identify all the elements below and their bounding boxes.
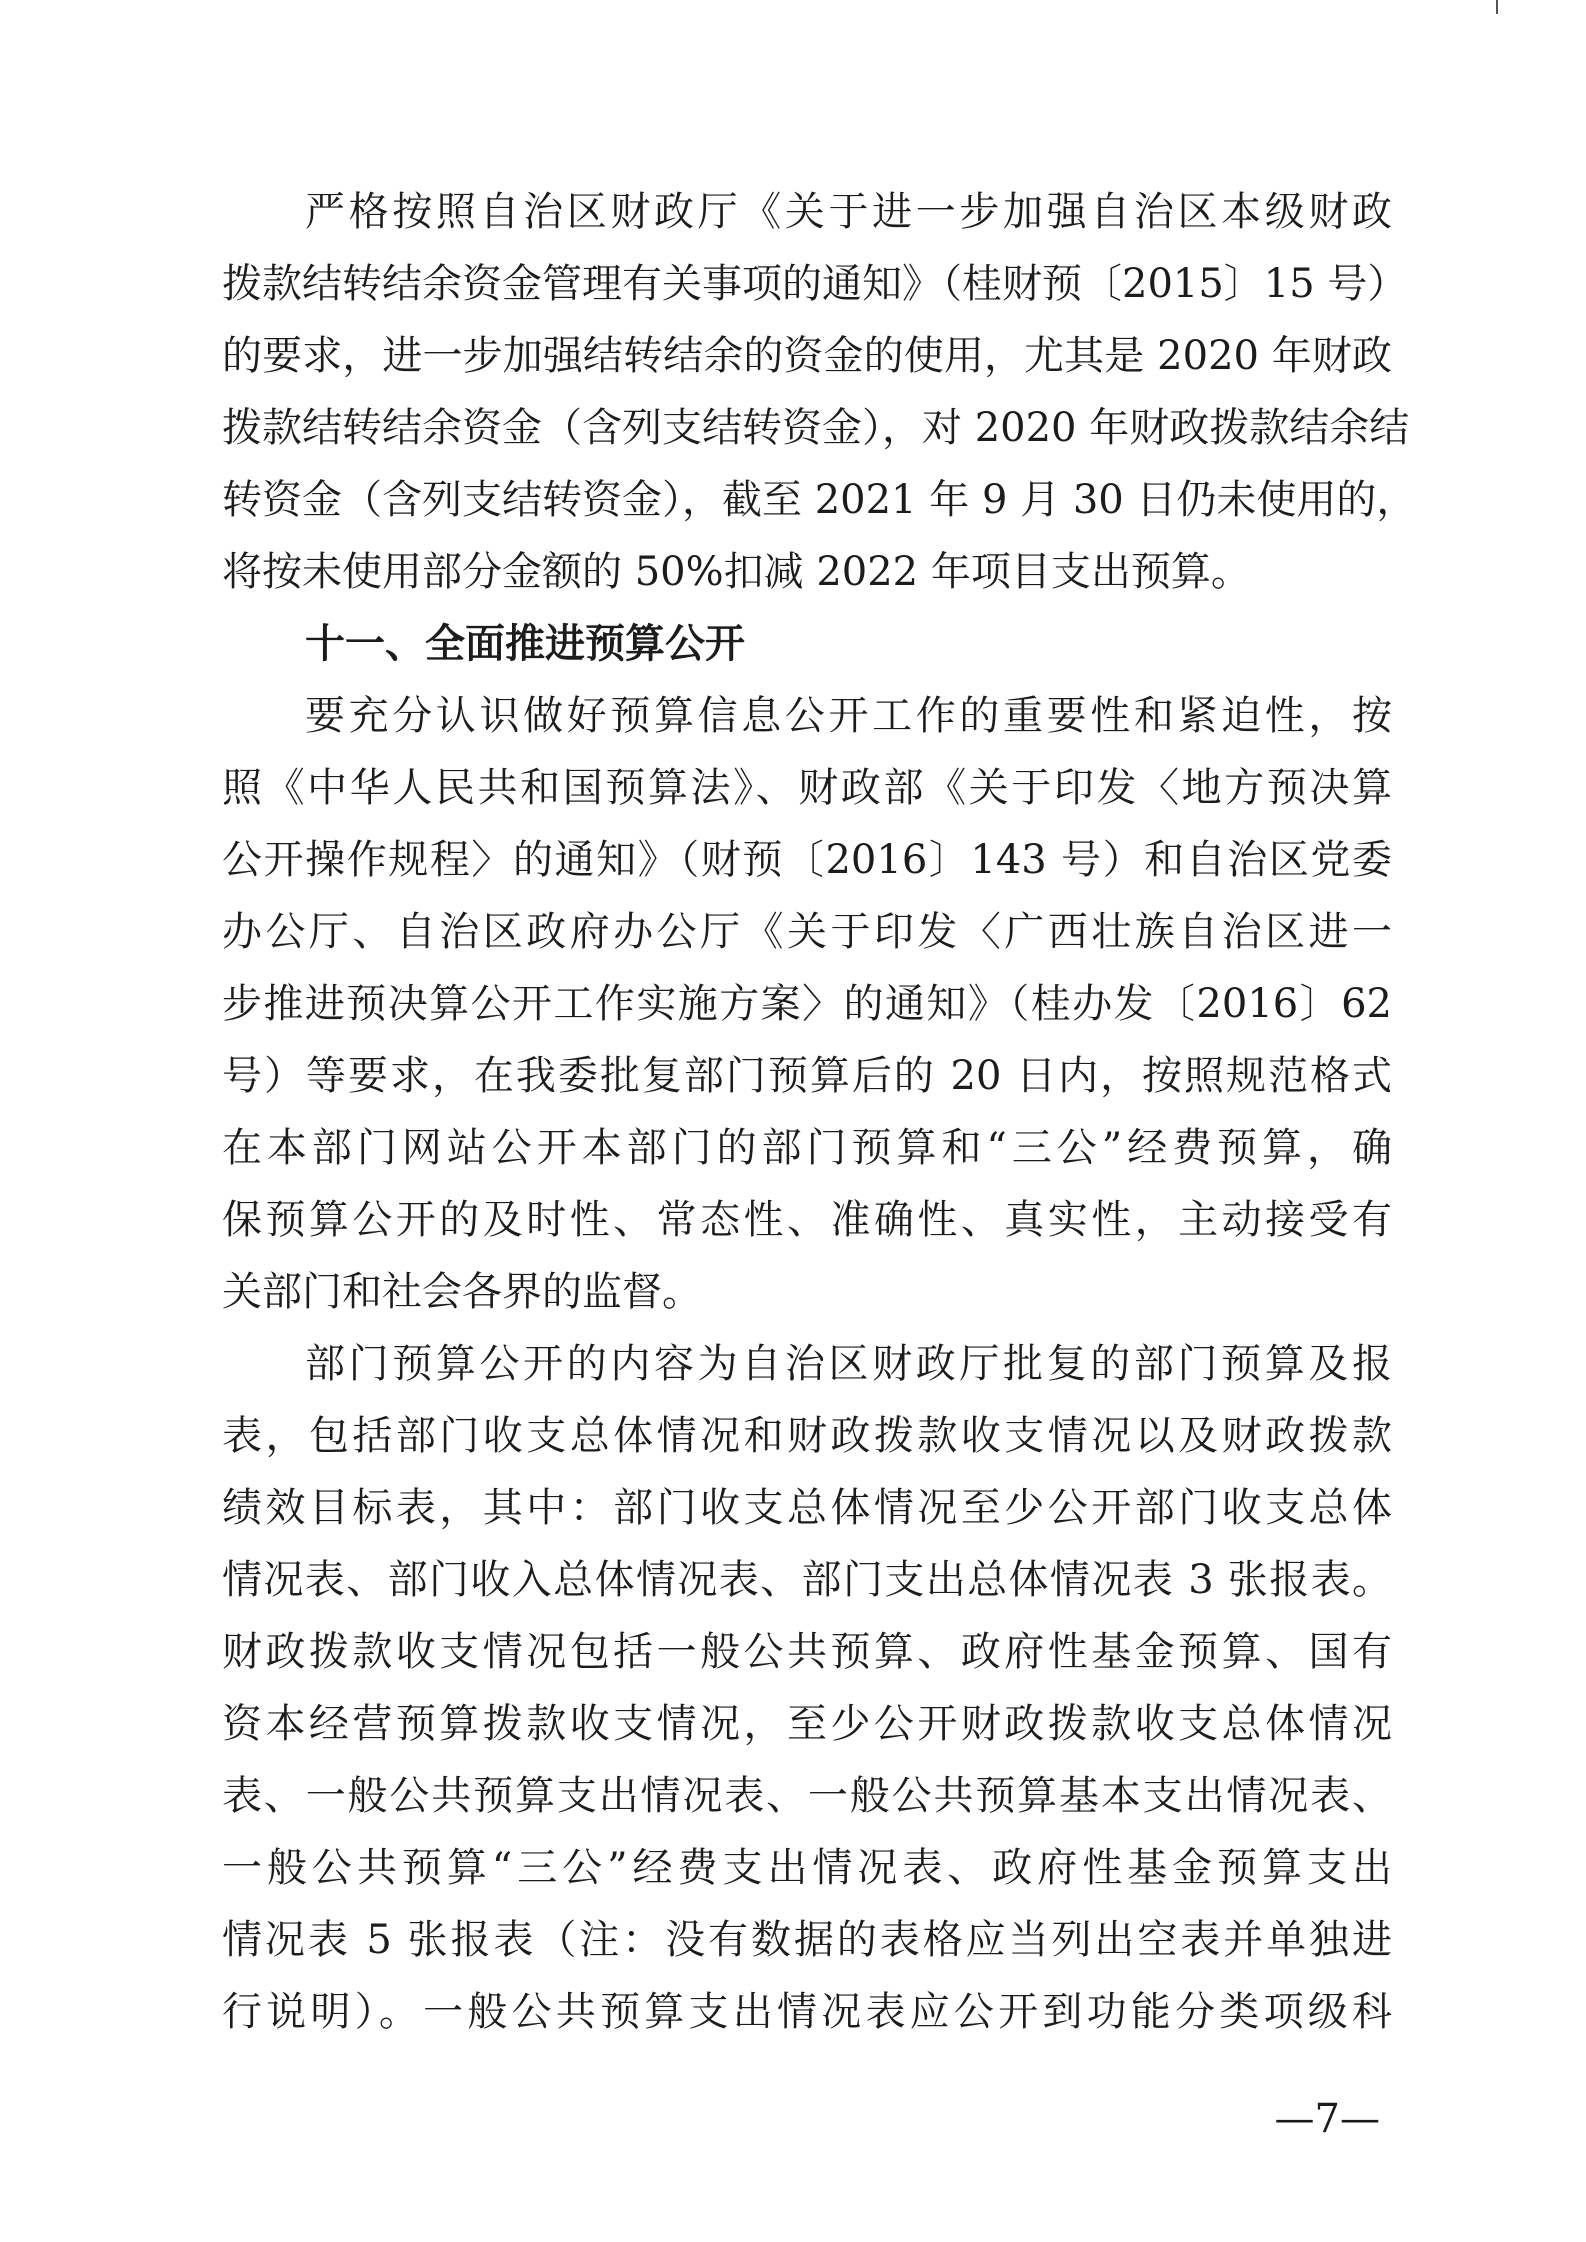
para1-line-1: 严格按照自治区财政厅《关于进一步加强自治区本级财政 [305, 189, 1392, 235]
para2-line-3: 公开操作规程〉的通知》（财预〔2016〕143 号）和自治区党委 [222, 837, 1392, 883]
para2-line-5: 步推进预决算公开工作实施方案〉的通知》（桂办发〔2016〕62 [222, 981, 1392, 1027]
para1-line-4: 拨款结转结余资金（含列支结转资金），对 2020 年财政拨款结余结 [222, 405, 1410, 451]
para1-line-5: 转资金（含列支结转资金），截至 2021 年 9 月 30 日仍未使用的， [222, 477, 1417, 523]
para2-line-9: 关部门和社会各界的监督。 [222, 1269, 702, 1315]
para3-line-8: 一般公共预算“三公”经费支出情况表、政府性基金预算支出 [222, 1845, 1392, 1891]
para2-line-6: 号）等要求，在我委批复部门预算后的 20 日内，按照规范格式 [222, 1053, 1392, 1099]
para3-line-9: 情况表 5 张报表（注：没有数据的表格应当列出空表并单独进 [222, 1917, 1392, 1963]
para2-line-2: 照《中华人民共和国预算法》、财政部《关于印发〈地方预决算 [222, 765, 1392, 811]
para3-line-2: 表，包括部门收支总体情况和财政拨款收支情况以及财政拨款 [222, 1413, 1392, 1459]
para3-line-7: 表、一般公共预算支出情况表、一般公共预算基本支出情况表、 [222, 1773, 1392, 1819]
para3-line-4: 情况表、部门收入总体情况表、部门支出总体情况表 3 张报表。 [222, 1557, 1392, 1603]
para2-line-1: 要充分认识做好预算信息公开工作的重要性和紧迫性，按 [305, 693, 1392, 739]
para2-line-7: 在本部门网站公开本部门的部门预算和“三公”经费预算，确 [222, 1125, 1392, 1171]
para2-line-4: 办公厅、自治区政府办公厅《关于印发〈广西壮族自治区进一 [222, 909, 1392, 955]
page-number: —7— [1274, 2096, 1380, 2142]
section-heading: 十一、全面推进预算公开 [305, 621, 745, 667]
para1-line-3: 的要求，进一步加强结转结余的资金的使用，尤其是 2020 年财政 [222, 333, 1392, 379]
para3-line-1: 部门预算公开的内容为自治区财政厅批复的部门预算及报 [305, 1341, 1392, 1387]
scan-edge-mark [1496, 0, 1498, 14]
para3-line-5: 财政拨款收支情况包括一般公共预算、政府性基金预算、国有 [222, 1629, 1392, 1675]
para3-line-3: 绩效目标表，其中：部门收支总体情况至少公开部门收支总体 [222, 1485, 1392, 1531]
para1-line-2: 拨款结转结余资金管理有关事项的通知》（桂财预〔2015〕15 号） [222, 261, 1408, 307]
para3-line-6: 资本经营预算拨款收支情况，至少公开财政拨款收支总体情况 [222, 1701, 1392, 1747]
para2-line-8: 保预算公开的及时性、常态性、准确性、真实性，主动接受有 [222, 1197, 1392, 1243]
para3-line-10: 行说明）。一般公共预算支出情况表应公开到功能分类项级科 [222, 1989, 1392, 2035]
para1-line-6: 将按未使用部分金额的 50%扣减 2022 年项目支出预算。 [222, 549, 1251, 595]
